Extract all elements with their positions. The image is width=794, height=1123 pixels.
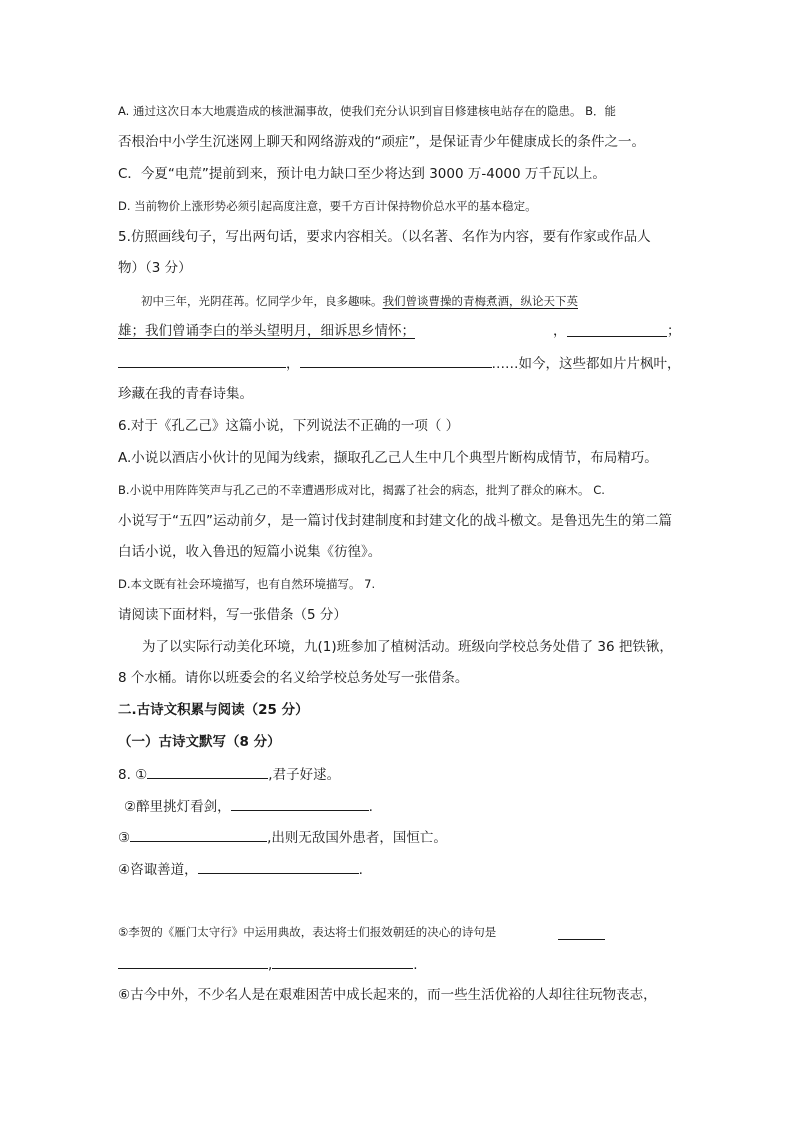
q8-answer-blank-6[interactable]	[118, 954, 268, 969]
q8-item-4-suffix: .	[358, 862, 363, 878]
q6-option-c-line1: 小说写于“五四”运动前夕，是一篇讨伐封建制度和封建文化的战斗檄文。是鲁迅先生的第二篇	[118, 513, 672, 529]
q8-item-5-text: ⑤李贺的《雁门太守行》中运用典故，表达将士们报效朝廷的决心的诗句是	[118, 925, 497, 939]
q5-answer-blank-2[interactable]	[118, 353, 286, 368]
q8-item-1	[118, 764, 340, 784]
q8-item-2-prefix: ②醉里挑灯看剑，	[124, 799, 231, 815]
q8-answer-blank-7[interactable]	[272, 954, 413, 969]
q8-item-3-prefix: ③	[118, 830, 131, 846]
q8-answer-blank-1[interactable]	[147, 764, 268, 779]
q5-passage-line2	[118, 322, 681, 340]
q8-item-1-suffix: ,君子好逑。	[268, 767, 341, 783]
q6-title: 6.对于《孔乙己》这篇小说，下列说法不正确的一项（ ）	[118, 418, 460, 434]
q8-item-1-prefix: 8. ①	[118, 767, 148, 783]
q4-option-c: C．今夏“电荒”提前到来，预计电力缺口至少将达到 3000 万-4000 万千瓦以上。	[118, 166, 606, 182]
q8-item-3-suffix: ,出则无敌国外患者，国恒亡。	[267, 830, 447, 846]
q8-item-5	[118, 923, 496, 941]
q8-item-5-comma: ,	[268, 957, 273, 973]
q6-option-b: B.小说中用阵阵笑声与孔乙己的不幸遭遇形成对比，揭露了社会的病态，批判了群众的麻木。 C.	[118, 483, 605, 497]
q5-answer-blank-3[interactable]	[300, 353, 492, 368]
q6-option-d: D.本文既有社会环境描写，也有自然环境描写。 7.	[118, 577, 376, 591]
q5-passage-start: 初中三年，光阴荏苒。忆同学少年，良多趣味。	[141, 294, 383, 308]
q6-option-a: A.小说以酒店小伙计的见闻为线索，撷取孔乙己人生中几个典型片断构成情节，布局精巧。	[118, 450, 658, 466]
q5-passage-line1	[141, 292, 588, 310]
q8-item-6: ⑥古今中外，不少名人是在艰难困苦中成长起来的，而一些生活优裕的人却往往玩物丧志，	[118, 987, 657, 1003]
q4-option-a-b: A. 通过这次日本大地震造成的核泄漏事故，使我们充分认识到盲目修建核电站存在的隐患。 B．能	[118, 104, 617, 118]
q5-separator-comma: ，	[553, 323, 567, 339]
q5-title-line2: 物）（3 分）	[118, 260, 192, 276]
q7-paragraph-line2: 8 个水桶。请你以班委会的名义给学校总务处写一张借条。	[118, 670, 469, 686]
q5-separator-semicolon: ；	[667, 323, 681, 339]
q7-title: 请阅读下面材料，写一张借条（5 分）	[118, 607, 347, 623]
q8-answer-blank-2[interactable]	[231, 796, 369, 811]
q5-answer-blank-1[interactable]	[567, 322, 667, 337]
q8-item-4	[118, 859, 363, 879]
q5-passage-line4: 珍藏在我的青春诗集。	[118, 386, 253, 402]
q5-passage-ending: ……如今，这些都如片片枫叶，	[491, 356, 681, 372]
q8-answer-blank-3[interactable]	[130, 827, 267, 842]
q7-paragraph-line1: 为了以实际行动美化环境，九(1)班参加了植树活动。班级向学校总务处借了 36 把铁锹，	[142, 639, 673, 655]
q6-option-c-line2: 白话小说，收入鲁迅的短篇小说集《彷徨》。	[118, 544, 382, 560]
q8-item-2-suffix: .	[368, 799, 373, 815]
section2-subtitle: （一）古诗文默写（8 分）	[118, 734, 281, 750]
section2-title: 二.古诗文积累与阅读（25 分）	[118, 702, 309, 718]
q4-option-d: D. 当前物价上涨形势必须引起高度注意，要千方百计保持物价总水平的基本稳定。	[118, 199, 537, 213]
q8-item-4-prefix: ④咨诹善道，	[118, 862, 198, 878]
q8-item-5-answer-line	[118, 954, 418, 974]
q4-option-b-cont: 否根治中小学生沉迷网上聊天和网络游戏的“顽症”，是保证青少年健康成长的条件之一。	[118, 134, 645, 150]
q8-item-5-period: .	[413, 957, 418, 973]
q5-title-line1: 5.仿照画线句子，写出两句话，要求内容相关。（以名著、名作为内容，要有作家或作品人	[118, 229, 651, 245]
q5-underlined-sentence-2: 雄；我们曾诵李白的举头望明月，细诉思乡情怀；	[118, 323, 415, 339]
q8-answer-blank-5[interactable]	[558, 925, 605, 940]
q5-passage-line3	[118, 353, 681, 373]
q8-answer-blank-4[interactable]	[198, 859, 359, 874]
q5-separator-comma-2: ，	[286, 356, 300, 372]
q5-underlined-sentence-1: 我们曾谈曹操的青梅煮酒，纵论天下英	[382, 294, 578, 308]
q8-item-2	[124, 796, 373, 816]
q8-item-3	[118, 827, 447, 847]
